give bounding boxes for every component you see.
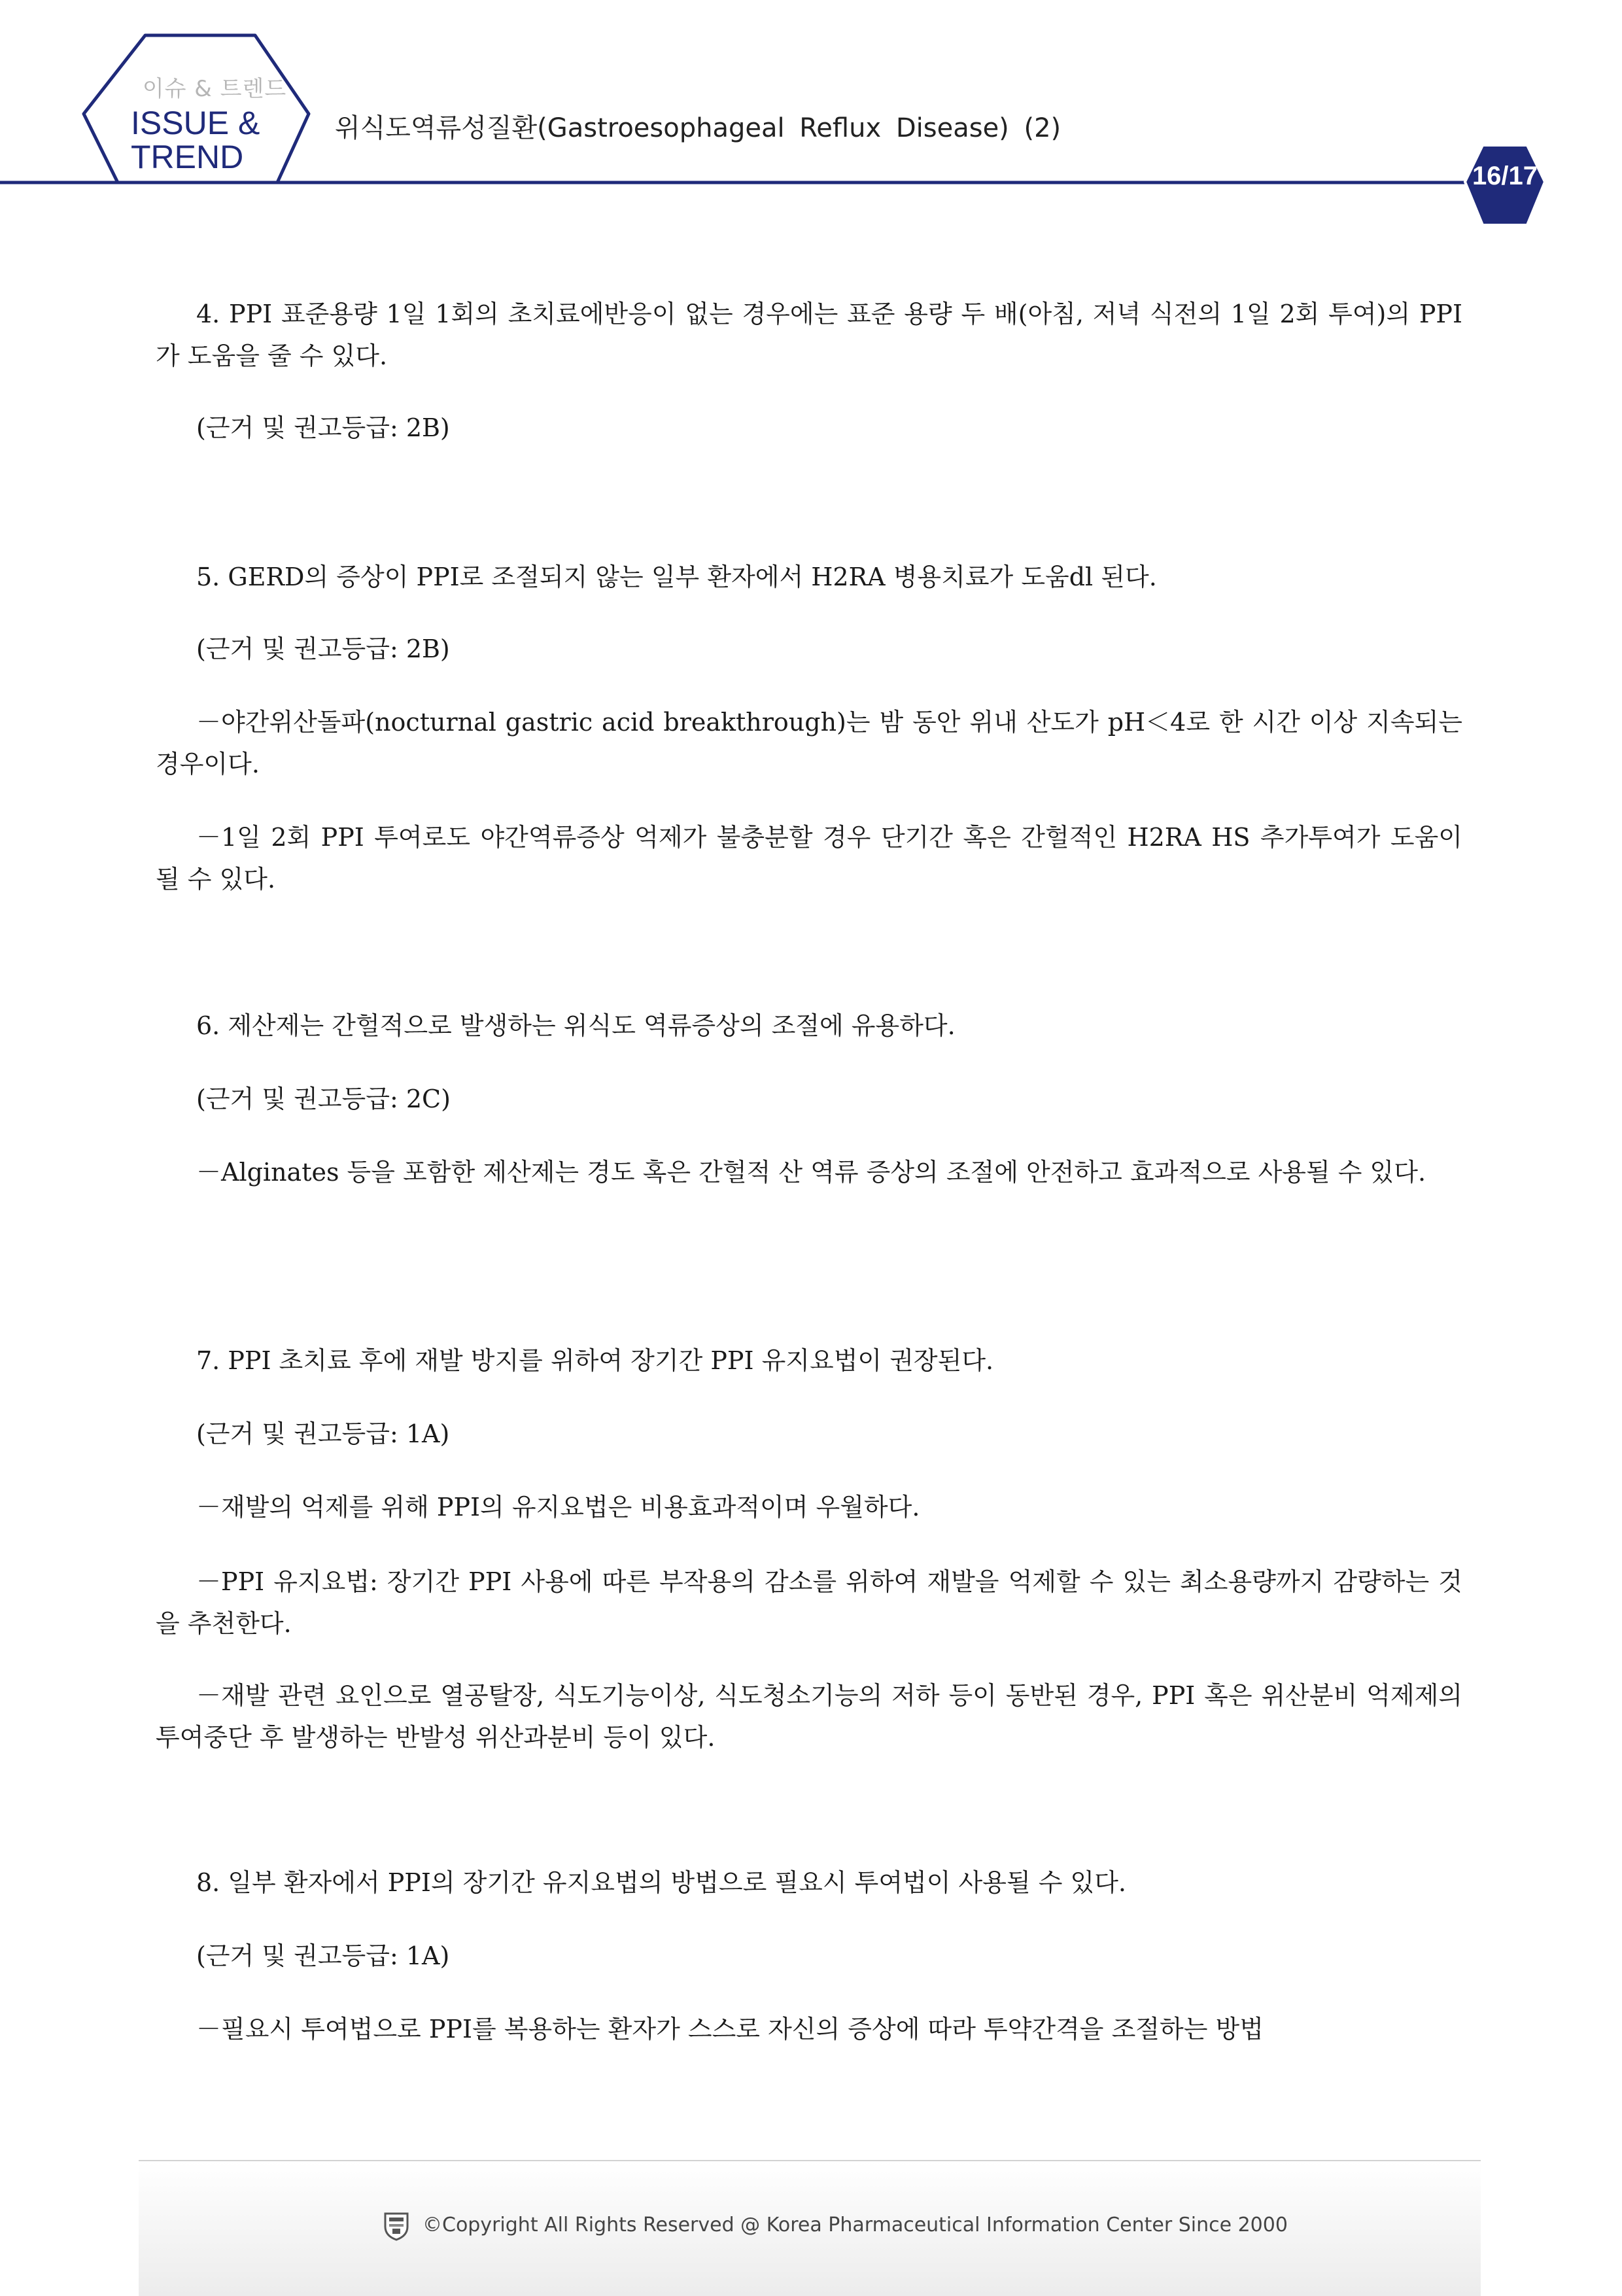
footer-copyright: ©Copyright All Rights Reserved @ Korea Pharmaceutical Information Center Since 2000 [423,2214,1288,2236]
statement-4-grade: (근거 및 권고등급: 2B) [196,413,450,442]
statement-6: 6. 제산제는 간헐적으로 발생하는 위식도 역류증상의 조절에 유용하다. [196,1011,956,1040]
statement-5-bullet-2: －1일 2회 PPI 투여로도 야간역류증상 억제가 불충분할 경우 단기간 혹은 간헐적인 H2RA HS 추가투여가 도움이 될 수 있다. [156,823,1462,894]
statement-7-bullet-3: －재발 관련 요인으로 열공탈장, 식도기능이상, 식도청소기능의 저하 등이 동반된 경우, PPI 혹은 위산분비 억제제의 투여중단 후 발생하는 반발성 위산과분비 등이 있다. [156,1681,1462,1752]
statement-4: 4. PPI 표준용량 1일 1회의 초치료에반응이 없는 경우에는 표준 용량 두 배(아침, 저녁 식전의 1일 2회 투여)의 PPI가 도움을 줄 수 있다. [156,300,1462,370]
document-title: 위식도역류성질환(Gastroesophageal Reflux Disease) (2) [335,113,1061,143]
statement-5-bullet-1: －야간위산돌파(nocturnal gastric acid breakthrough)는 밤 동안 위내 산도가 pH＜4로 한 시간 이상 지속되는 경우이다. [156,708,1462,778]
issue-badge-line2: TREND [131,139,244,175]
issue-badge-korean: 이슈 & 트렌드 [142,76,287,102]
statement-6-grade: (근거 및 권고등급: 2C) [196,1085,451,1113]
statement-7-bullet-2: －PPI 유지요법: 장기간 PPI 사용에 따른 부작용의 감소를 위하여 재발을 억제할 수 있는 최소용량까지 감량하는 것을 추천한다. [156,1567,1462,1638]
statement-8: 8. 일부 환자에서 PPI의 장기간 유지요법의 방법으로 필요시 투여법이 사용될 수 있다. [196,1868,1127,1897]
statement-6-bullet-1: －Alginates 등을 포함한 제산제는 경도 혹은 간헐적 산 역류 증상의 조절에 안전하고 효과적으로 사용될 수 있다. [196,1158,1426,1187]
statement-5-grade: (근거 및 권고등급: 2B) [196,635,450,663]
statement-5: 5. GERD의 증상이 PPI로 조절되지 않는 일부 환자에서 H2RA 병용치료가 도움dl 된다. [196,563,1157,591]
statement-7-bullet-1: －재발의 억제를 위해 PPI의 유지요법은 비용효과적이며 우월하다. [196,1493,920,1522]
statement-8-grade: (근거 및 권고등급: 1A) [196,1941,450,1970]
kpic-shield-logo-icon [383,2211,409,2241]
statement-7-grade: (근거 및 권고등급: 1A) [196,1419,450,1448]
statement-7: 7. PPI 초치료 후에 재발 방지를 위하여 장기간 PPI 유지요법이 권장된다. [196,1346,994,1375]
page-number: 16/17 [1472,162,1538,190]
issue-badge-line1: ISSUE & [131,105,260,141]
statement-8-bullet-1: －필요시 투여법으로 PPI를 복용하는 환자가 스스로 자신의 증상에 따라 투약간격을 조절하는 방법 [196,2015,1264,2044]
